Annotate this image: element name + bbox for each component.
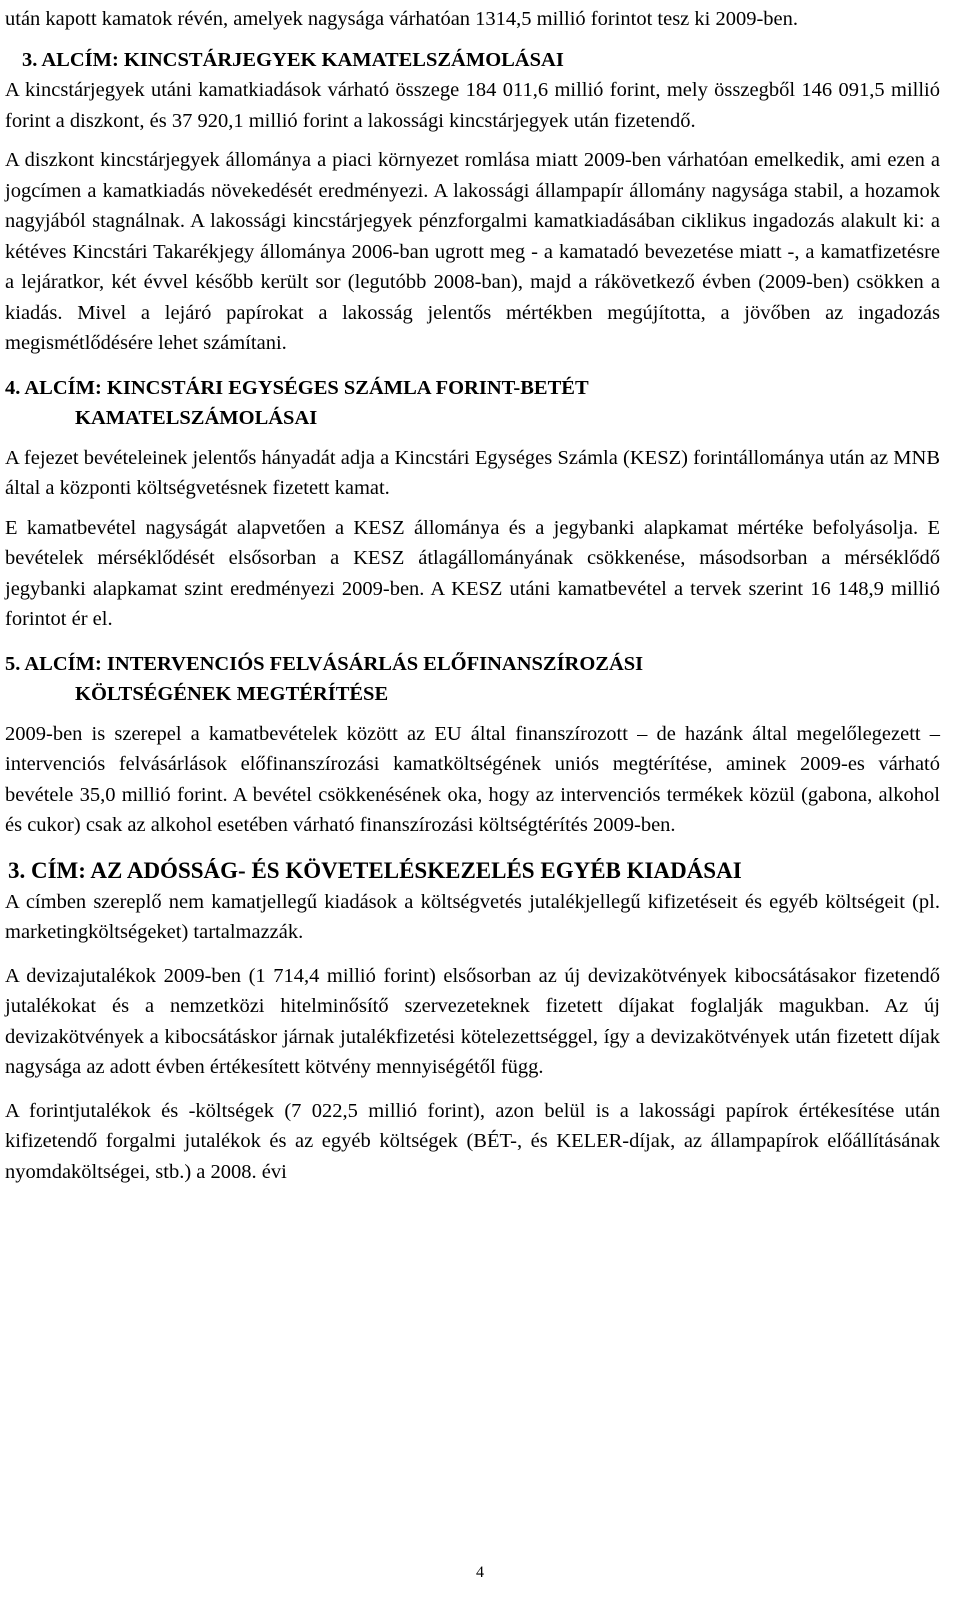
section4-heading-line1: 4. ALCÍM: KINCSTÁRI EGYSÉGES SZÁMLA FORINT-BETÉT — [5, 376, 589, 399]
document-body — [5, 4, 940, 1187]
section5-heading-line2: KÖLTSÉGÉNEK MEGTÉRÍTÉSE — [75, 683, 389, 705]
cim3-paragraph-1: A címben szereplő nem kamatjellegű kiadások a költségvetés jutalékjellegű kifizetéseit és egyéb költségeit (pl. marketingköltségeket) tartalmazzák. — [5, 890, 940, 943]
section5-heading-line1: 5. ALCÍM: INTERVENCIÓS FELVÁSÁRLÁS ELŐFINANSZÍROZÁSI — [5, 652, 644, 675]
intro-continuation-paragraph: után kapott kamatok révén, amelyek nagysága várhatóan 1314,5 millió forintot tesz ki 2009-ben. — [5, 8, 799, 30]
cim3-paragraph-2: A devizajutalékok 2009-ben (1 714,4 millió forint) elsősorban az új devizakötvények kibocsátásakor fizetendő jutalékokat és a nemzetközi hitelminősítő szervezeteknek fizetett díjakat foglalják magukban. Az új devizakötvények a kibocsátáskor járnak jutalékfizetési kötelezettséggel, így a devizakötvények után fizetett díjak nagysága az adott évben értékesített kötvény mennyiségétől függ. — [5, 964, 940, 1078]
section4-paragraph-1: A fejezet bevételeinek jelentős hányadát adja a Kincstári Egységes Számla (KESZ) forintállománya után az MNB által a központi költségvetésnek fizetett kamat. — [5, 446, 940, 499]
section4-heading — [5, 373, 940, 434]
section3-heading: 3. ALCÍM: KINCSTÁRJEGYEK KAMATELSZÁMOLÁSAI — [22, 48, 564, 71]
section5-paragraph-1: 2009-ben is szerepel a kamatbevételek között az EU által finanszírozott – de hazánk által megelőlegezett – intervenciós felvásárlások előfinanszírozási kamatköltségének uniós megtérítése, aminek 2009-es várható bevétele 35,0 millió forint. A bevétel csökkenésének oka, hogy az intervenciós termékek közül (gabona, alkohol és cukor) csak az alkohol esetében várható finanszírozási költségtérítés 2009-ben. — [5, 722, 940, 836]
page-number: 4 — [476, 1564, 484, 1581]
cim3-paragraph-3: A forintjutalékok és -költségek (7 022,5 millió forint), azon belül is a lakossági papírok értékesítése után kifizetendő forgalmi jutalékok és az egyéb költségek (BÉT-, és KELER-díjak, az állampapírok előállításának nyomdaköltségei, stb.) a 2008. évi — [5, 1099, 940, 1183]
cim3-heading: 3. CÍM: AZ ADÓSSÁG- ÉS KÖVETELÉSKEZELÉS EGYÉB KIADÁSAI — [8, 857, 742, 883]
section5-heading — [5, 649, 940, 710]
section3-paragraph-2: A diszkont kincstárjegyek állománya a piaci környezet romlása miatt 2009-ben várhatóan emelkedik, ami ezen a jogcímen a kamatkiadás növekedését eredményezi. A lakossági állampapír állomány nagysága stabil, a hozamok nagyjából stagnálnak. A lakossági kincstárjegyek pénzforgalmi kamatkiadásában ciklikus ingadozás alakult ki: a kétéves Kincstári Takarékjegy állománya 2006-ban ugrott meg - a kamatadó bevezetése miatt -, a kamatfizetésre a lejáratkor, két évvel később került sor (legutóbb 2008-ban), majd a rákövetkező évben (2009-ben) csökken a kiadás. Mivel a lejáró papírokat a lakosság jelentős mértékben megújította, a jövőben az ingadozás megismétlődésére lehet számítani. — [5, 149, 940, 354]
section4-heading-line2: KAMATELSZÁMOLÁSAI — [75, 407, 318, 429]
section4-paragraph-2: E kamatbevétel nagyságát alapvetően a KESZ állománya és a jegybanki alapkamat mértéke befolyásolja. E bevételek mérséklődését elsősorban a KESZ átlagállományának csökkenése, másodsorban a mérséklődő jegybanki alapkamat szint eredményezi 2009-ben. A KESZ utáni kamatbevétel a tervek szerint 16 148,9 millió forintot ér el. — [5, 516, 940, 630]
section3-paragraph-1: A kincstárjegyek utáni kamatkiadások várható összege 184 011,6 millió forint, mely összegből 146 091,5 millió forint a diszkont, és 37 920,1 millió forint a lakossági kincstárjegyek után fizetendő. — [5, 79, 940, 132]
